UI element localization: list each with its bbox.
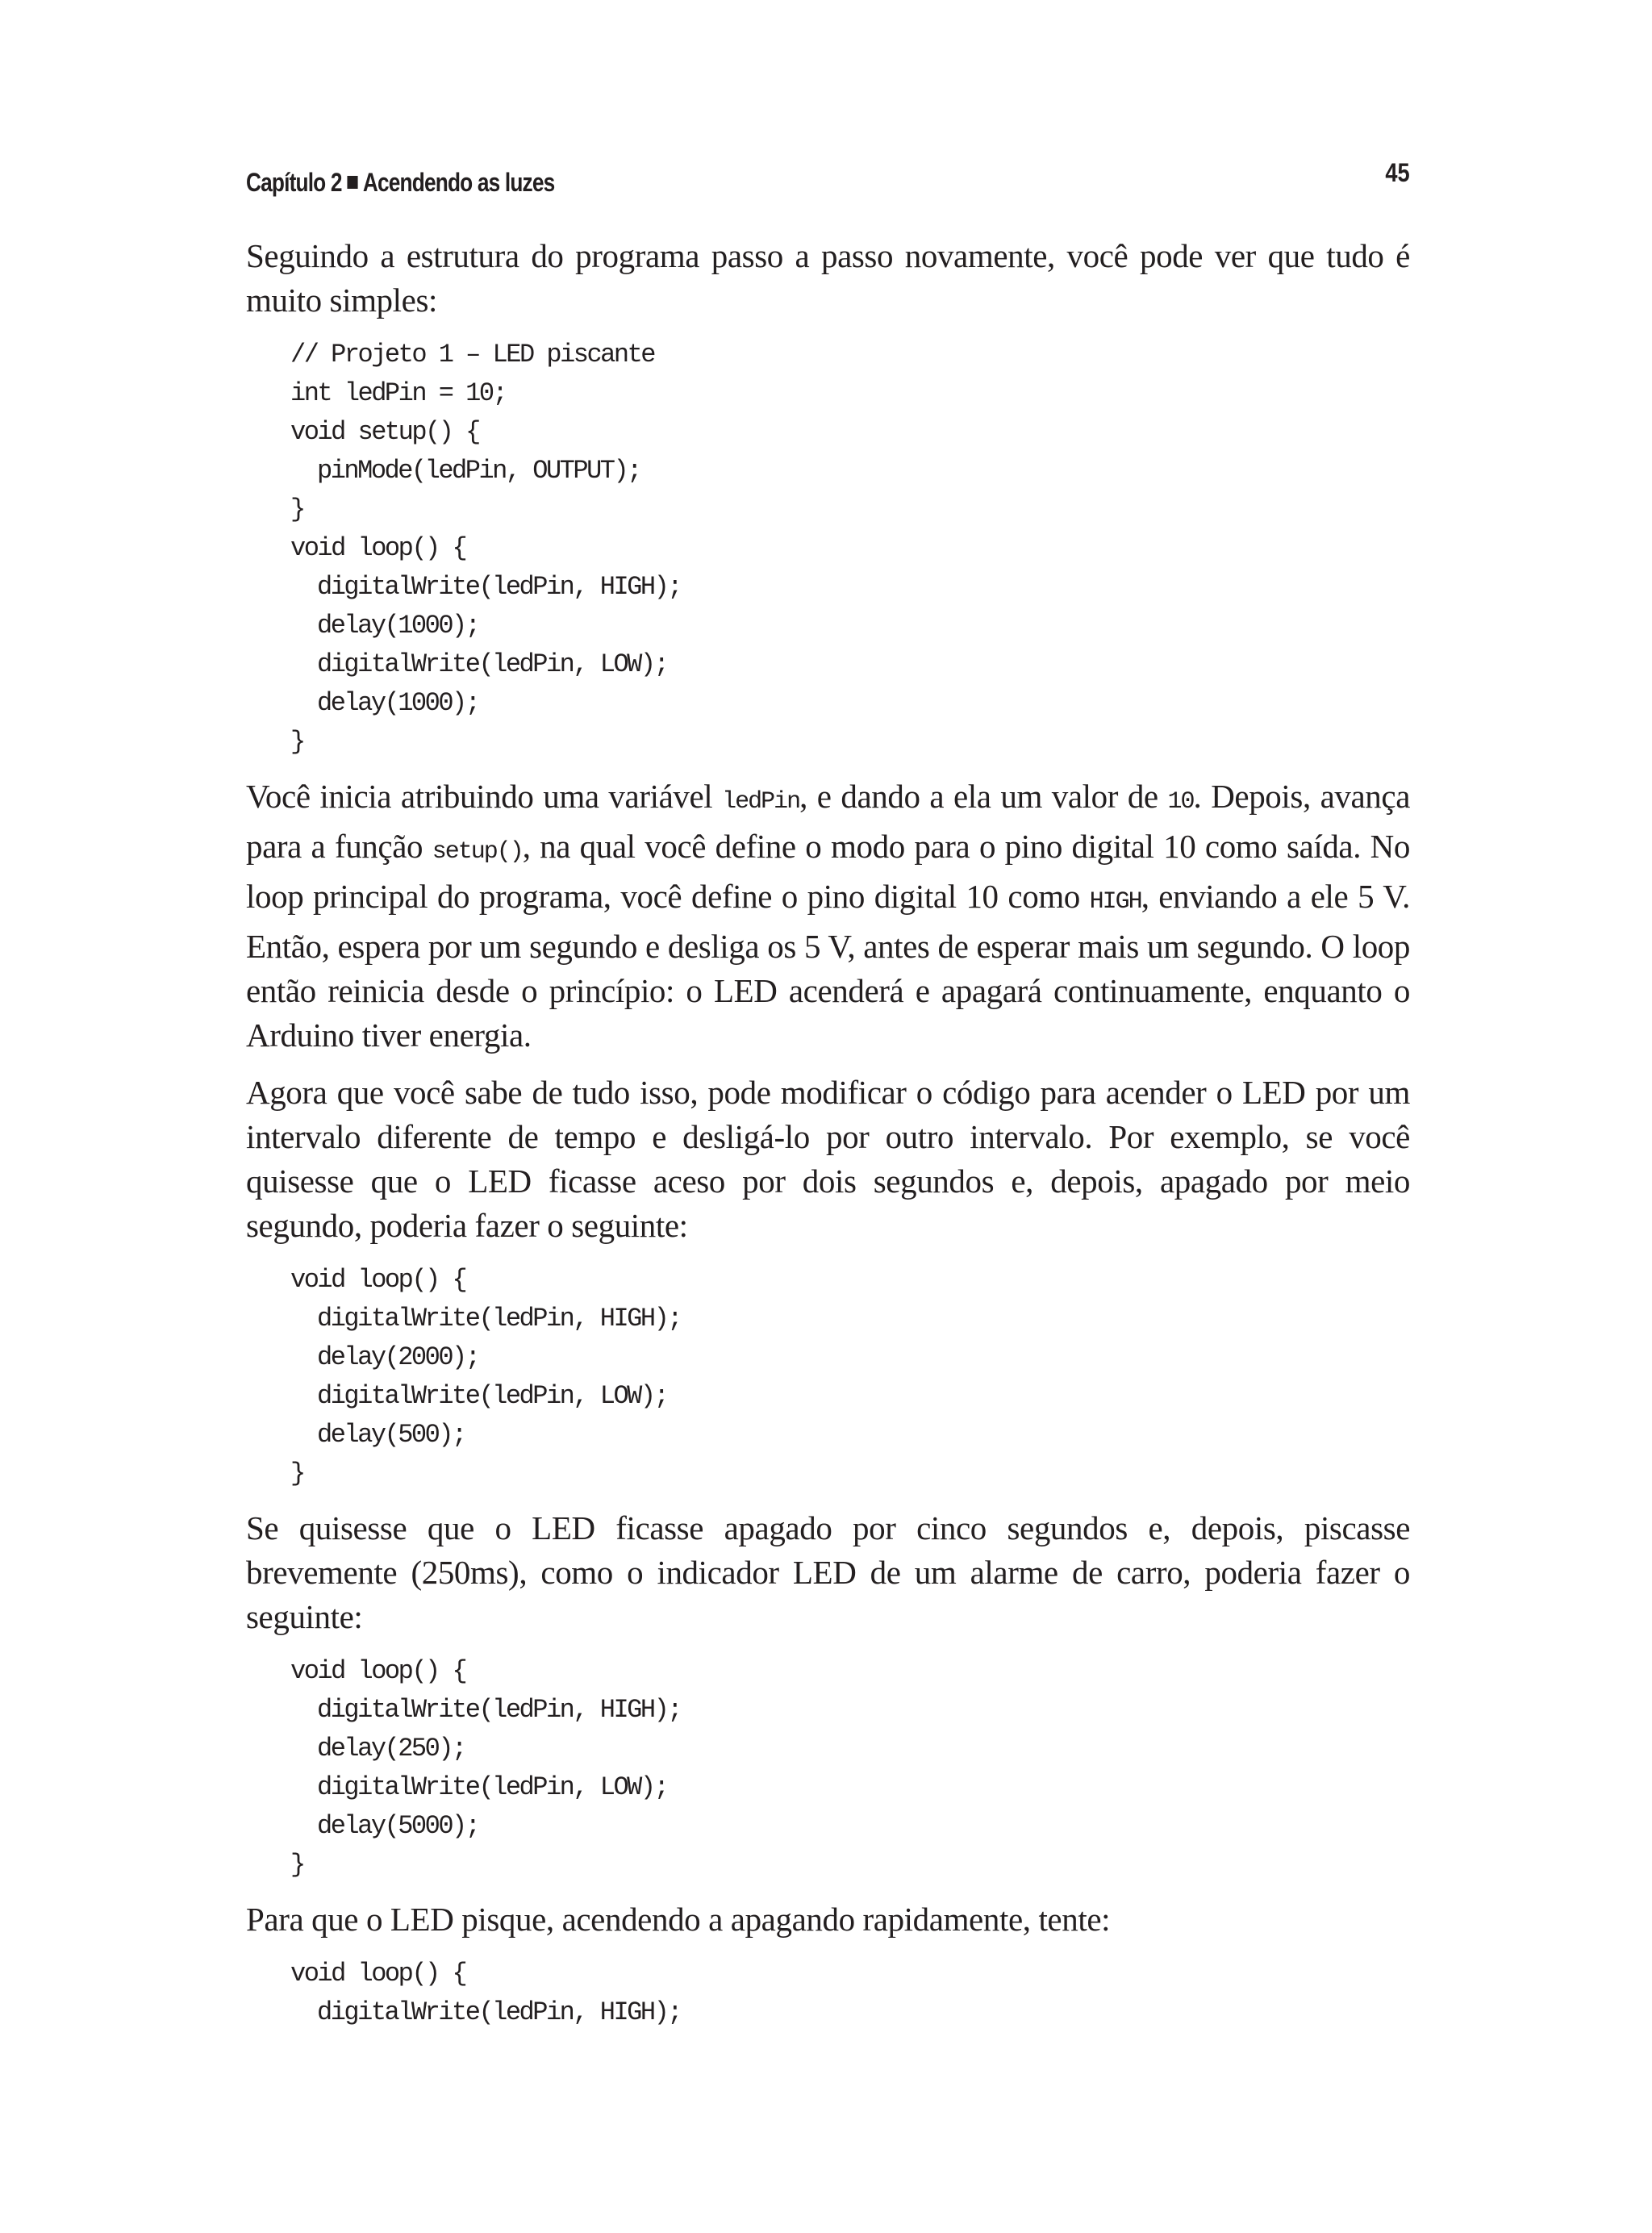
code-line: void loop() { [290, 1265, 466, 1295]
paragraph-text: , na qual você define o modo para o pino digital 10 como saída. No loop principal do programa, você define o pino digital 10 como [246, 828, 1410, 915]
paragraph-text: . Depois, avança para a função [246, 778, 1411, 865]
code-line: void loop() { [290, 1959, 466, 1989]
code-line: void loop() { [290, 533, 466, 563]
inline-code: 10 [1167, 788, 1194, 816]
body-paragraph-2 [246, 774, 1410, 1058]
code-line: void loop() { [290, 1656, 466, 1686]
code-line: digitalWrite(ledPin, HIGH); [317, 572, 681, 602]
inline-code: setup() [432, 838, 523, 866]
body-paragraph-4: Se quisesse que o LED ficasse apagado por cinco segundos e, depois, piscasse brevemente (250ms), como o indicador LED de um alarme de carro, poderia fazer o seguinte: [246, 1509, 1410, 1635]
code-listing-4 [290, 1955, 1410, 2032]
code-line: digitalWrite(ledPin, LOW); [317, 1772, 668, 1802]
code-line: delay(250); [317, 1734, 465, 1763]
code-line: int ledPin = 10; [290, 378, 507, 408]
code-line: } [290, 1850, 304, 1880]
code-line: void setup() { [290, 417, 479, 447]
paragraph-text: , enviando a ele 5 V. Então, espera por um segundo e desliga os 5 V, antes de esperar mais um segundo. O loop então reinicia desde o princípio: o LED acenderá e apagará continuamente, enquanto o Arduino tiver energia. [246, 878, 1410, 1054]
running-head [246, 168, 554, 198]
code-line: delay(1000); [317, 611, 479, 641]
code-line: digitalWrite(ledPin, HIGH); [317, 1695, 681, 1725]
code-line: // Projeto 1 – LED piscante [290, 340, 654, 369]
code-listing-1 [290, 336, 1410, 762]
page-number: 45 [1385, 158, 1410, 187]
code-line: } [290, 1459, 304, 1488]
code-line: digitalWrite(ledPin, LOW); [317, 1381, 668, 1411]
code-line: pinMode(ledPin, OUTPUT); [317, 456, 640, 486]
page-body [246, 234, 1410, 2045]
inline-code: HIGH [1089, 888, 1141, 916]
body-paragraph-1: Seguindo a estrutura do programa passo a passo novamente, você pode ver que tudo é muito simples: [246, 237, 1410, 319]
page-header [246, 158, 1410, 207]
paragraph-text: , e dando a ela um valor de [799, 778, 1168, 815]
code-line: delay(5000); [317, 1811, 479, 1841]
code-listing-2 [290, 1261, 1410, 1493]
code-line: digitalWrite(ledPin, HIGH); [317, 1304, 681, 1334]
code-line: delay(1000); [317, 688, 479, 718]
chapter-label: Capítulo 2 [246, 168, 342, 197]
code-line: digitalWrite(ledPin, LOW); [317, 649, 668, 679]
code-line: } [290, 727, 304, 757]
paragraph-text: Você inicia atribuindo uma variável [246, 778, 723, 815]
code-listing-3 [290, 1652, 1410, 1884]
body-paragraph-5: Para que o LED pisque, acendendo a apagando rapidamente, tente: [246, 1901, 1111, 1938]
code-line: digitalWrite(ledPin, HIGH); [317, 1997, 681, 2027]
code-line: } [290, 495, 304, 524]
code-line: delay(500); [317, 1420, 465, 1450]
square-bullet-icon [347, 176, 357, 189]
code-line: delay(2000); [317, 1342, 479, 1372]
chapter-title: Acendendo as luzes [362, 168, 555, 197]
body-paragraph-3: Agora que você sabe de tudo isso, pode modificar o código para acender o LED por um intervalo diferente de tempo e desligá-lo por outro intervalo. Por exemplo, se você quisesse que o LED ficasse aceso por dois segundos e, depois, apagado por meio segundo, poderia fazer o seguinte: [246, 1074, 1410, 1244]
inline-code: ledPin [722, 788, 800, 816]
